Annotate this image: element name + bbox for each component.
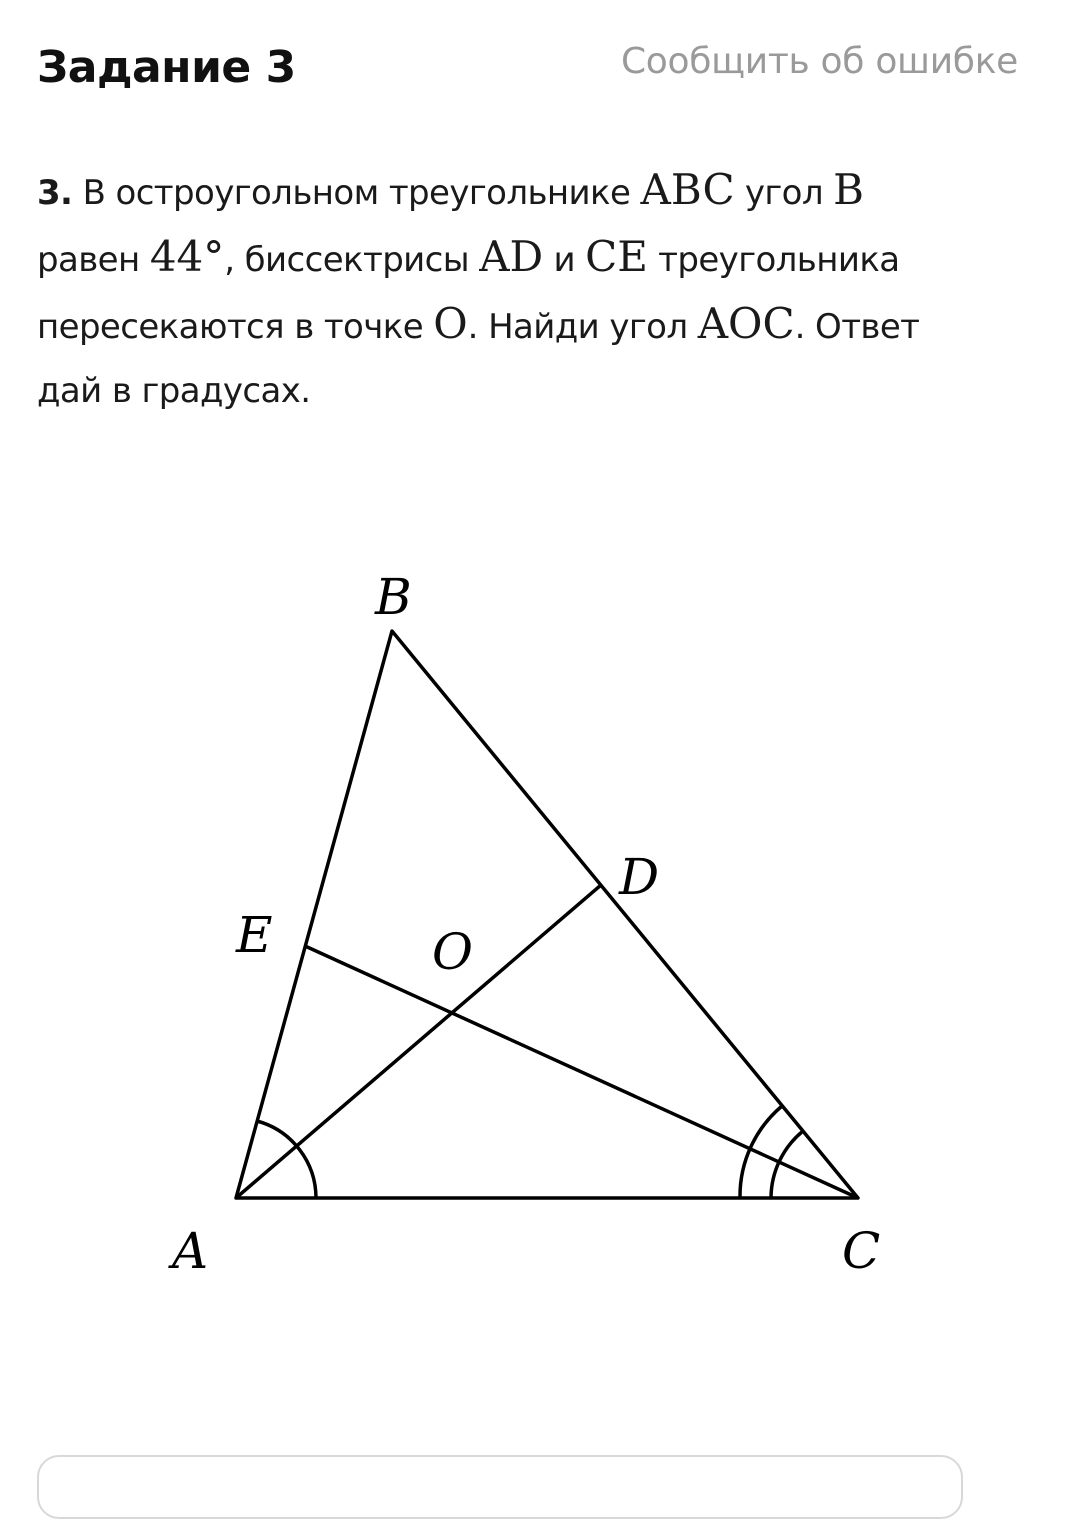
problem-text: В остроугольном треугольнике	[72, 173, 641, 213]
problem-number: 3.	[37, 173, 73, 213]
problem-line-1	[37, 158, 1037, 225]
problem-text: дай в градусах.	[37, 371, 311, 411]
problem-line-4	[37, 359, 1037, 423]
problem-text: и	[543, 240, 586, 280]
label-c: C	[842, 1222, 881, 1280]
task-title: Задание 3	[37, 42, 296, 93]
math-triangle-abc: ABC	[640, 165, 735, 214]
problem-text: . Ответ	[794, 307, 920, 347]
label-o: O	[432, 923, 473, 981]
label-d: D	[619, 848, 660, 906]
problem-line-3	[37, 292, 1037, 359]
label-a: A	[172, 1222, 209, 1280]
problem-text: . Найди угол	[467, 307, 698, 347]
bisector-ce	[305, 946, 858, 1198]
math-bisector-ce: CE	[585, 232, 648, 281]
math-angle-aoc: AOC	[697, 299, 795, 348]
problem-text: треугольника	[647, 240, 900, 280]
triangle-abc	[236, 631, 858, 1198]
problem-text: угол	[734, 173, 834, 213]
problem-text: , биссектрисы	[224, 240, 480, 280]
problem-text: пересекаются в точке	[37, 307, 434, 347]
math-point-o: O	[433, 299, 468, 348]
label-b: B	[375, 568, 412, 626]
math-bisector-ad: AD	[479, 232, 544, 281]
angle-arc-a	[257, 1121, 316, 1198]
bisector-ad	[236, 885, 601, 1198]
math-angle-value: 44°	[149, 232, 225, 281]
problem-line-2	[37, 225, 1037, 292]
problem-text: равен	[37, 240, 150, 280]
label-e: E	[236, 906, 273, 964]
math-vertex-b: B	[833, 165, 865, 214]
task-header	[0, 0, 1066, 130]
answer-input[interactable]	[37, 1455, 963, 1519]
report-error-link[interactable]: Сообщить об ошибке	[620, 41, 1018, 82]
triangle-figure	[0, 540, 1066, 1320]
problem-statement	[37, 158, 1037, 423]
